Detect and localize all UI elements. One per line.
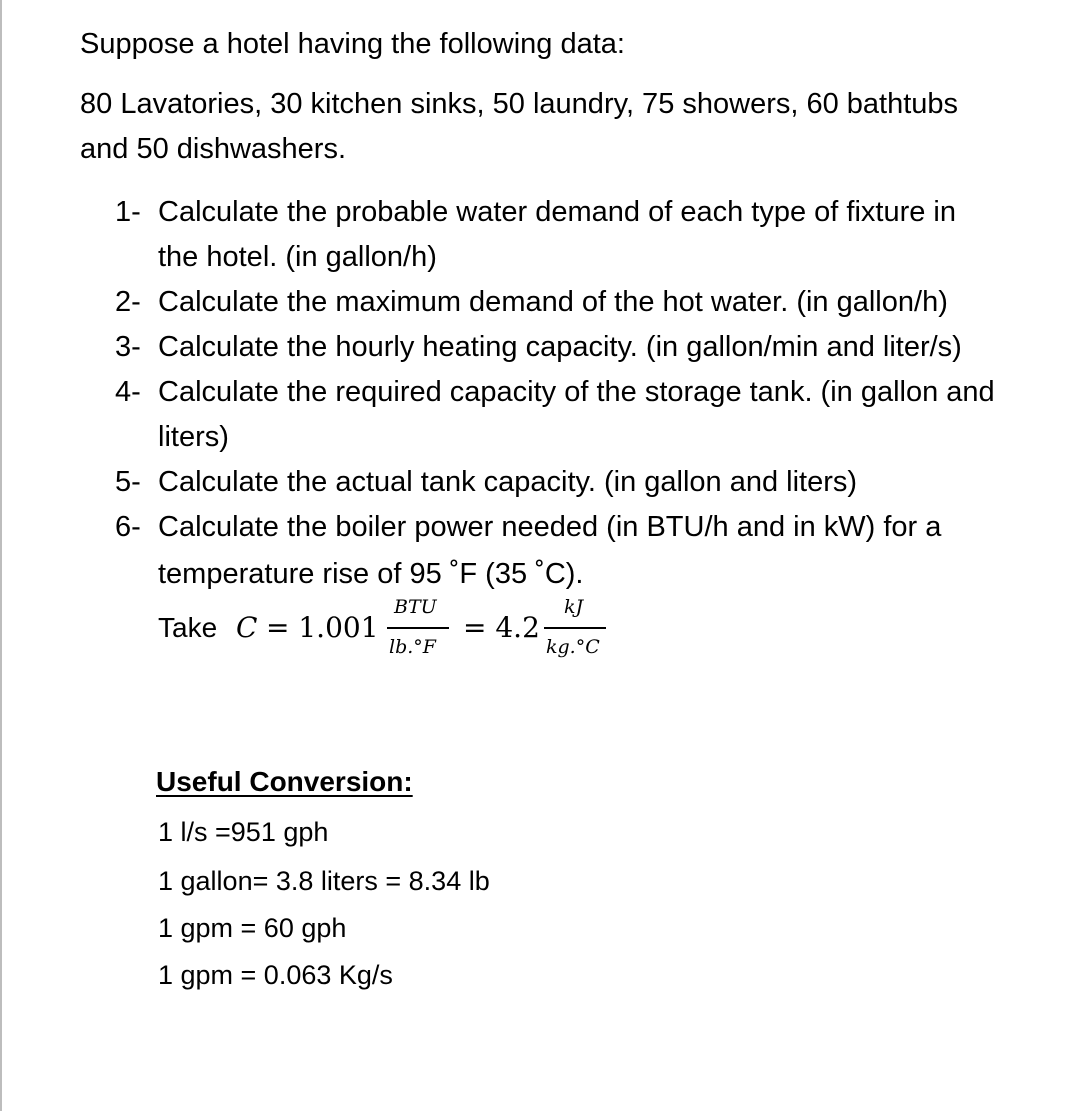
equation-value-1: = 1.001 [266, 611, 379, 644]
conversion-item: 1 l/s =951 gph [158, 817, 329, 847]
intro-line-2: 80 Lavatories, 30 kitchen sinks, 50 laundry, 75 showers, 60 bathtubs [80, 88, 959, 120]
question-text: temperature rise of 95 ˚F (35 ˚C). [158, 558, 584, 590]
fraction-1-numerator: BTU [394, 596, 437, 618]
fraction-2-denominator: kg.°C [546, 636, 600, 658]
fraction-2-numerator: kJ [564, 596, 584, 618]
question-text: Calculate the required capacity of the storage tank. (in gallon and [158, 376, 995, 408]
question-text: Calculate the maximum demand of the hot water. (in gallon/h) [158, 286, 948, 318]
question-number: 2- [115, 286, 141, 318]
question-text: Calculate the hourly heating capacity. (in gallon/min and liter/s) [158, 331, 962, 363]
intro-line-3: and 50 dishwashers. [80, 133, 346, 165]
question-text: liters) [158, 421, 229, 453]
conversion-item: 1 gallon= 3.8 liters = 8.34 lb [158, 866, 490, 896]
question-text: Calculate the boiler power needed (in BTU/h and in kW) for a [158, 511, 942, 543]
intro-line-1: Suppose a hotel having the following data: [80, 28, 625, 60]
question-number: 6- [115, 511, 141, 543]
question-number: 3- [115, 331, 141, 363]
question-number: 5- [115, 466, 141, 498]
question-text: Calculate the probable water demand of each type of fixture in [158, 196, 956, 228]
question-text: Calculate the actual tank capacity. (in gallon and liters) [158, 466, 858, 498]
conversion-item: 1 gpm = 0.063 Kg/s [158, 960, 393, 990]
conversion-item: 1 gpm = 60 gph [158, 913, 347, 943]
equation-take: Take [158, 612, 218, 643]
question-text: the hotel. (in gallon/h) [158, 241, 437, 273]
equation-value-2: = 4.2 [463, 611, 540, 644]
equation-variable: C [236, 611, 258, 644]
fraction-1-denominator: lb.°F [389, 636, 436, 658]
fraction-2-bar [544, 627, 606, 629]
question-number: 1- [115, 196, 141, 228]
fraction-1-bar [387, 627, 449, 629]
conversions-heading: Useful Conversion: [156, 766, 413, 797]
question-number: 4- [115, 376, 141, 408]
